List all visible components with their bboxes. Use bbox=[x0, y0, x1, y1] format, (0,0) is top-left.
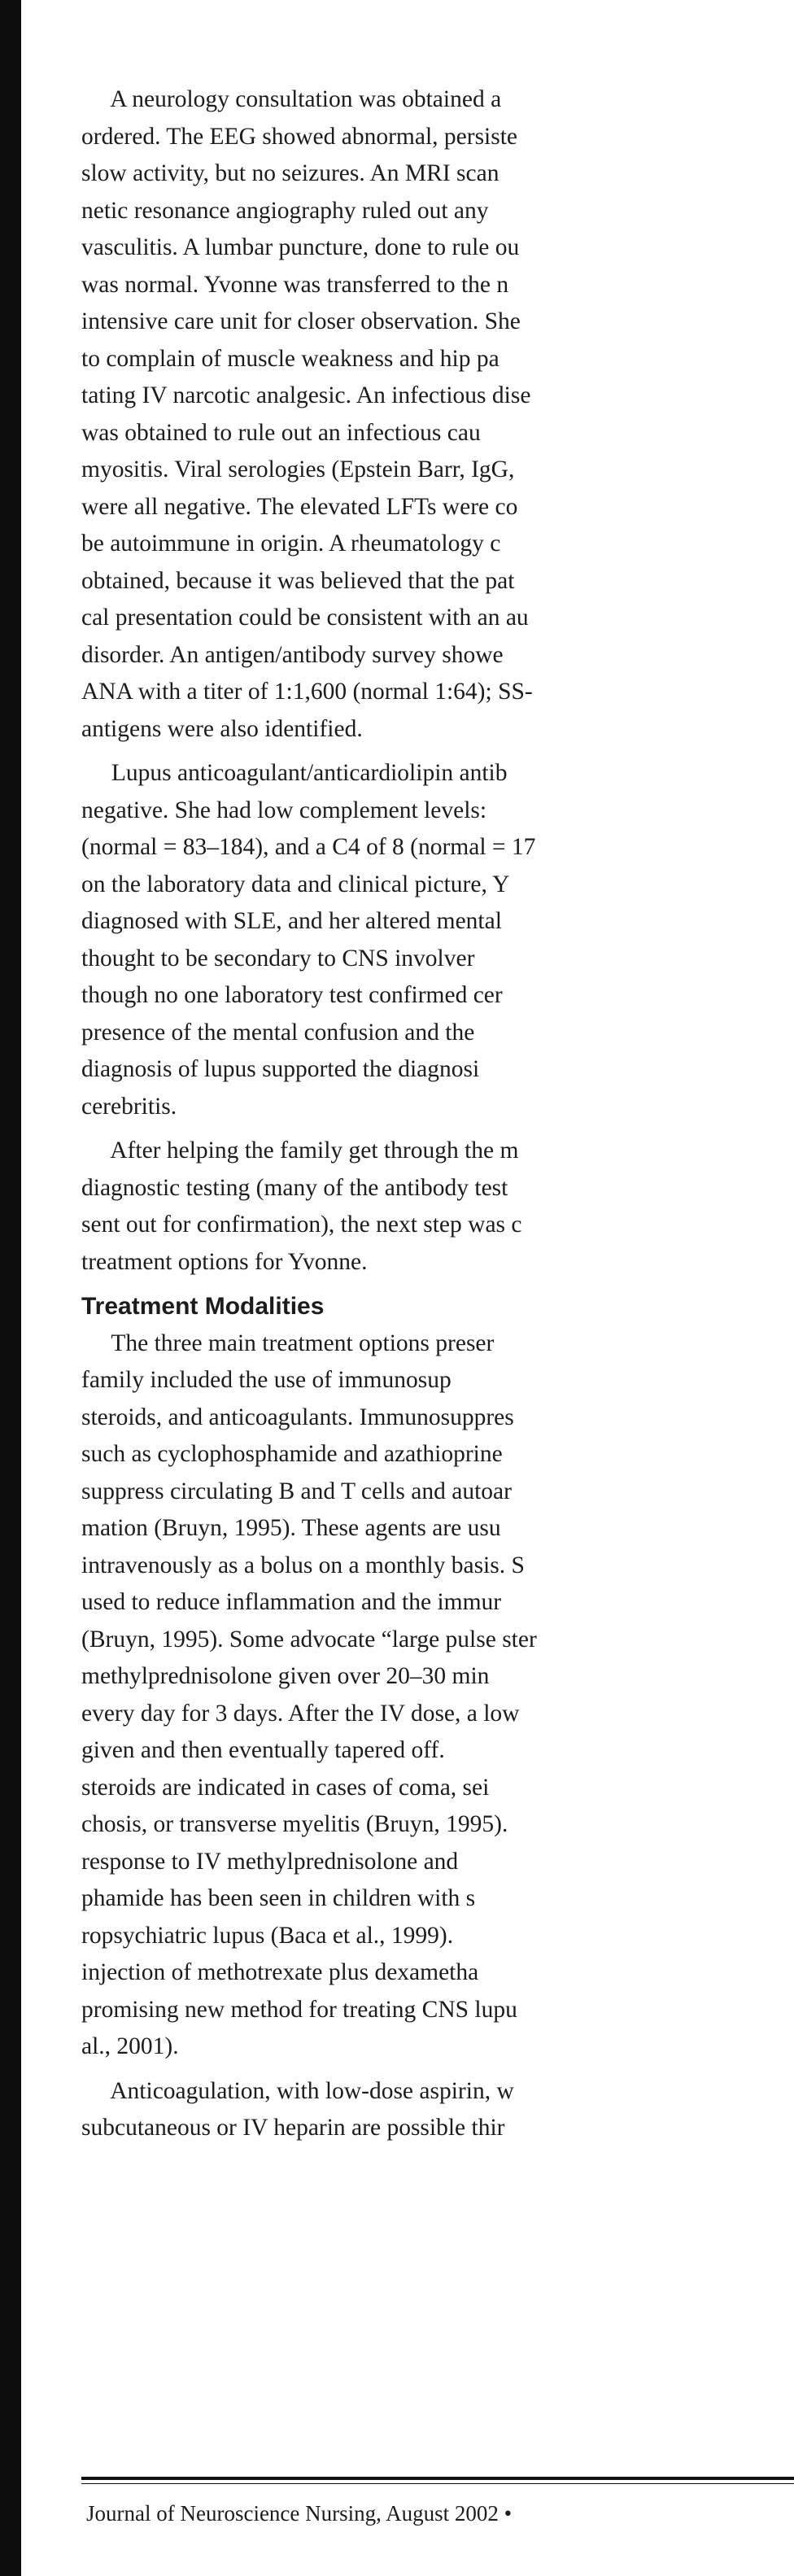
text-line: was normal. Yvonne was transferred to the n bbox=[81, 271, 509, 298]
text-line: Lupus anticoagulant/anticardiolipin antib bbox=[81, 760, 508, 786]
text-line: obtained, because it was believed that the pat bbox=[81, 567, 515, 594]
paragraph-gap bbox=[81, 2066, 794, 2073]
text-line: ropsychiatric lupus (Baca et al., 1999). bbox=[81, 1922, 454, 1949]
text-line: netic resonance angiography ruled out any bbox=[81, 197, 489, 224]
section-heading: Treatment Modalities bbox=[81, 1293, 325, 1320]
text-line: sent out for confirmation), the next step was c bbox=[81, 1212, 522, 1238]
text-line: (normal = 83–184), and a C4 of 8 (normal = 17 bbox=[81, 834, 536, 860]
text-line: thought to be secondary to CNS involver bbox=[81, 945, 475, 971]
text-line: mation (Bruyn, 1995). These agents are usu bbox=[81, 1515, 501, 1541]
text-line: subcutaneous or IV heparin are possible thir bbox=[81, 2115, 505, 2141]
text-line: intensive care unit for closer observation. She bbox=[81, 308, 521, 334]
text-line: steroids, and anticoagulants. Immunosuppres bbox=[81, 1404, 514, 1430]
text-line: vasculitis. A lumbar puncture, done to rule ou bbox=[81, 234, 520, 260]
paragraph-lupus-anticoagulant bbox=[81, 755, 794, 1125]
paragraph-diagnostic-testing bbox=[81, 1133, 794, 1281]
text-line: injection of methotrexate plus dexametha bbox=[81, 1959, 479, 1985]
text-line: family included the use of immunosup bbox=[81, 1367, 452, 1393]
journal-footer: Journal of Neuroscience Nursing, August 2002 • bbox=[86, 2501, 513, 2526]
text-line: every day for 3 days. After the IV dose, a low bbox=[81, 1700, 520, 1727]
text-line: methylprednisolone given over 20–30 min bbox=[81, 1663, 490, 1689]
text-line: on the laboratory data and clinical picture, Y bbox=[81, 871, 510, 897]
text-line: was obtained to rule out an infectious cau bbox=[81, 419, 481, 446]
text-line: diagnostic testing (many of the antibody test bbox=[81, 1174, 508, 1201]
text-line: phamide has been seen in children with s bbox=[81, 1885, 476, 1911]
text-line: slow activity, but no seizures. An MRI scan bbox=[81, 160, 500, 186]
text-line: ANA with a titer of 1:1,600 (normal 1:64); SS- bbox=[81, 679, 533, 705]
scan-edge-bar bbox=[0, 0, 21, 2576]
text-line: antigens were also identified. bbox=[81, 715, 363, 742]
text-line: presence of the mental confusion and the bbox=[81, 1019, 475, 1046]
text-line: (Bruyn, 1995). Some advocate “large pulse ster bbox=[81, 1626, 537, 1653]
text-line: given and then eventually tapered off. bbox=[81, 1737, 445, 1763]
text-line: to complain of muscle weakness and hip pa bbox=[81, 345, 500, 372]
text-line: used to reduce inflammation and the immur bbox=[81, 1589, 502, 1615]
text-line: A neurology consultation was obtained a bbox=[81, 86, 502, 112]
text-line: ordered. The EEG showed abnormal, persiste bbox=[81, 123, 518, 150]
text-line: al., 2001). bbox=[81, 2033, 179, 2059]
text-line: The three main treatment options preser bbox=[81, 1329, 495, 1356]
text-line: diagnosis of lupus supported the diagnosi bbox=[81, 1056, 480, 1082]
footer-rule-thin bbox=[81, 2483, 794, 2484]
text-line: tating IV narcotic analgesic. An infectious dise bbox=[81, 382, 531, 408]
paragraph-neurology-consult bbox=[81, 81, 794, 748]
text-line: Anticoagulation, with low-dose aspirin, w bbox=[81, 2077, 514, 2104]
text-line: be autoimmune in origin. A rheumatology c bbox=[81, 530, 501, 557]
text-line: response to IV methylprednisolone and bbox=[81, 1848, 459, 1875]
text-line: treatment options for Yvonne. bbox=[81, 1248, 368, 1275]
text-line: myositis. Viral serologies (Epstein Barr, IgG, bbox=[81, 456, 515, 482]
paragraph-treatment-options bbox=[81, 1325, 794, 2066]
footer-rule bbox=[81, 2477, 794, 2480]
text-line: steroids are indicated in cases of coma, sei bbox=[81, 1774, 490, 1801]
text-line: cal presentation could be consistent with an au bbox=[81, 605, 529, 631]
text-line: promising new method for treating CNS lupu bbox=[81, 1996, 517, 2023]
text-line: After helping the family get through the m bbox=[81, 1137, 519, 1164]
text-line: diagnosed with SLE, and her altered mental bbox=[81, 908, 502, 934]
text-line: suppress circulating B and T cells and autoar bbox=[81, 1478, 512, 1504]
paragraph-gap bbox=[81, 1125, 794, 1133]
text-line: negative. She had low complement levels: bbox=[81, 797, 487, 823]
text-line: cerebritis. bbox=[81, 1093, 177, 1120]
text-line: intravenously as a bolus on a monthly basis. S bbox=[81, 1552, 525, 1578]
article-column bbox=[81, 81, 794, 2147]
text-line: such as cyclophosphamide and azathioprine bbox=[81, 1441, 503, 1467]
text-line: chosis, or transverse myelitis (Bruyn, 1995). bbox=[81, 1811, 508, 1837]
paragraph-gap bbox=[81, 748, 794, 755]
text-line: though no one laboratory test confirmed cer bbox=[81, 982, 503, 1008]
paragraph-anticoagulation bbox=[81, 2073, 794, 2147]
text-line: disorder. An antigen/antibody survey showe bbox=[81, 641, 504, 668]
text-line: were all negative. The elevated LFTs were co bbox=[81, 493, 518, 520]
